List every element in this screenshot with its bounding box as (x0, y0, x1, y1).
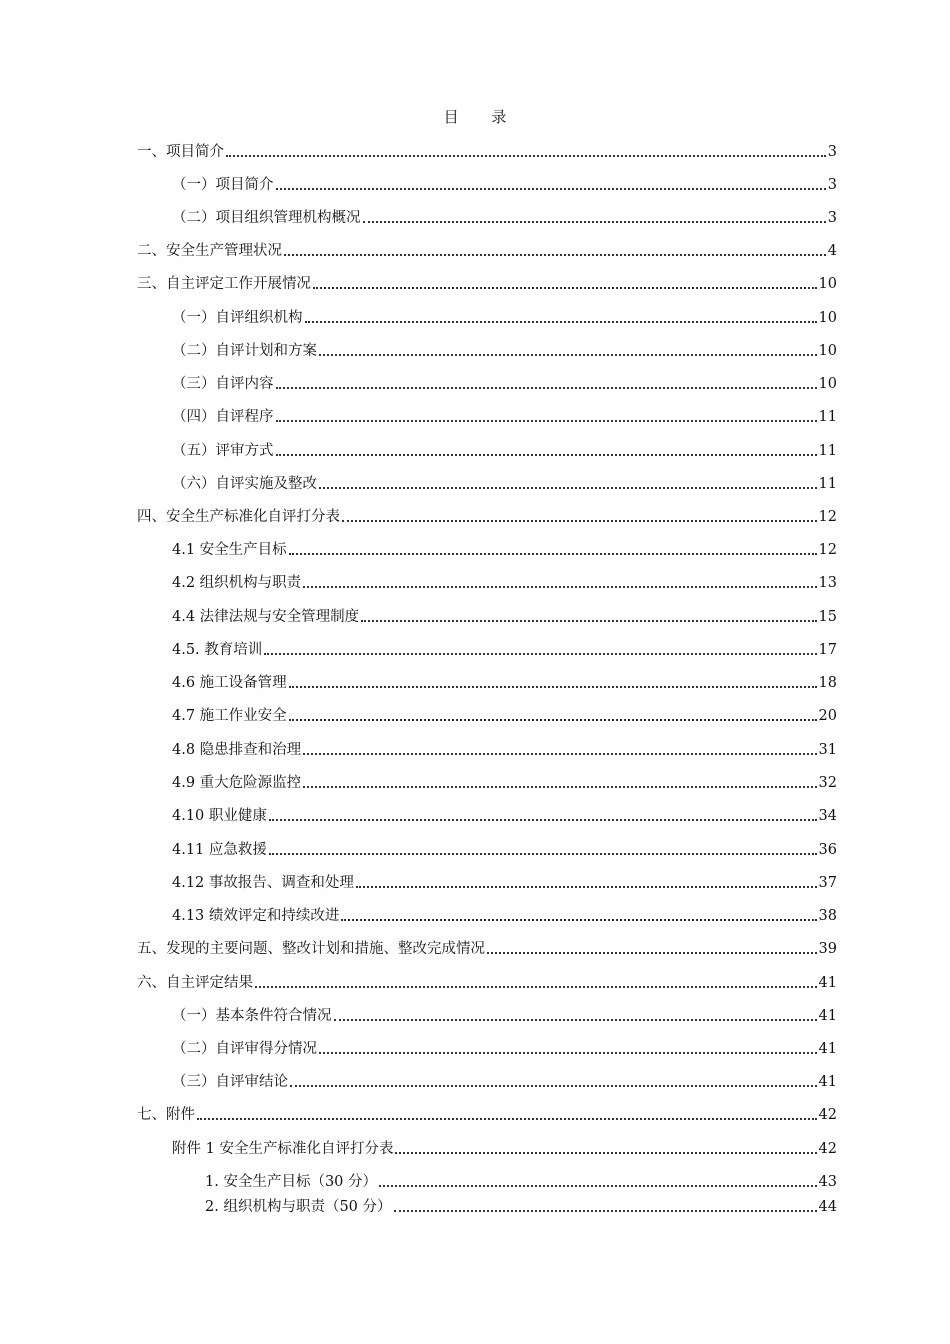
toc-entry-label: 4.5. 教育培训 (172, 642, 263, 658)
dot-leader (197, 1118, 817, 1120)
toc-entry-label: （四）自评程序 (172, 409, 274, 425)
toc-entry[interactable] (172, 473, 837, 495)
toc-entry-label: 一、项目简介 (137, 144, 224, 160)
dot-leader (334, 1019, 817, 1021)
dot-leader (226, 155, 826, 157)
toc-entry[interactable] (172, 705, 837, 727)
toc-entry[interactable] (172, 340, 837, 362)
toc-entry[interactable] (137, 273, 837, 295)
dot-leader (395, 1152, 816, 1154)
toc-entry-label: （二）自评计划和方案 (172, 343, 317, 359)
toc-entry-page: 10 (818, 276, 837, 292)
toc-entry-label: 2. 组织机构与职责（50 分） (205, 1199, 392, 1215)
dot-leader (319, 1052, 817, 1054)
dot-leader (303, 753, 816, 755)
toc-entry-page: 13 (818, 575, 837, 591)
toc-entry[interactable] (172, 672, 837, 694)
toc-entry-page: 11 (818, 476, 837, 492)
dot-leader (276, 188, 826, 190)
dot-leader (276, 454, 817, 456)
dot-leader (289, 553, 817, 555)
toc-entry-label: 1. 安全生产目标（30 分） (205, 1174, 378, 1190)
toc-entry-page: 42 (818, 1107, 837, 1123)
toc-entry[interactable] (172, 373, 837, 395)
toc-entry-label: 二、安全生产管理状况 (137, 243, 282, 259)
dot-leader (269, 819, 817, 821)
toc-entry[interactable] (137, 506, 837, 528)
toc-entry[interactable] (172, 1071, 837, 1093)
toc-entry-label: （二）自评审得分情况 (172, 1041, 317, 1057)
toc-entry-label: 4.12 事故报告、调查和处理 (172, 875, 354, 891)
toc-entry-label: 六、自主评定结果 (137, 975, 253, 991)
dot-leader (264, 653, 816, 655)
toc-entry-label: （一）项目简介 (172, 177, 274, 193)
toc-entry-label: 4.11 应急救援 (172, 842, 267, 858)
toc-entry-label: （二）项目组织管理机构概况 (172, 210, 361, 226)
toc-entry-page: 41 (818, 1074, 837, 1090)
dot-leader (276, 420, 817, 422)
toc-entry-page: 15 (818, 609, 837, 625)
dot-leader (289, 686, 817, 688)
toc-entry[interactable] (137, 972, 837, 994)
toc-entry[interactable] (172, 639, 837, 661)
dot-leader (319, 487, 817, 489)
toc-entry-page: 11 (818, 409, 837, 425)
toc-entry-page: 38 (818, 908, 837, 924)
toc-entry[interactable] (172, 839, 837, 861)
toc-entry-page: 10 (818, 310, 837, 326)
dot-leader (289, 719, 817, 721)
toc-entry[interactable] (172, 739, 837, 761)
dot-leader (394, 1210, 817, 1212)
toc-entry[interactable] (137, 938, 837, 960)
dot-leader (379, 1185, 817, 1187)
toc-entry[interactable] (205, 1196, 837, 1218)
toc-entry-page: 39 (818, 941, 837, 957)
toc-entry-label: （六）自评实施及整改 (172, 476, 317, 492)
toc-entry-label: 4.7 施工作业安全 (172, 708, 287, 724)
toc-entry-page: 10 (818, 376, 837, 392)
dot-leader (356, 886, 817, 888)
toc-entry-label: 三、自主评定工作开展情况 (137, 276, 311, 292)
toc-entry-label: （一）基本条件符合情况 (172, 1008, 332, 1024)
dot-leader (342, 520, 817, 522)
toc-entry[interactable] (172, 307, 837, 329)
dot-leader (363, 221, 826, 223)
toc-entry[interactable] (172, 406, 837, 428)
toc-entry[interactable] (172, 1138, 837, 1160)
toc-entry-page: 11 (818, 443, 837, 459)
dot-leader (319, 354, 817, 356)
dot-leader (303, 786, 816, 788)
toc-entry-page: 41 (818, 1008, 837, 1024)
dot-leader (290, 1085, 817, 1087)
toc-entry[interactable] (172, 805, 837, 827)
toc-entry-page: 41 (818, 975, 837, 991)
toc-entry[interactable] (172, 905, 837, 927)
toc-entry[interactable] (137, 1104, 837, 1126)
dot-leader (303, 586, 816, 588)
toc-entry[interactable] (172, 1038, 837, 1060)
toc-entry-page: 41 (818, 1041, 837, 1057)
toc-entry[interactable] (172, 207, 837, 229)
toc-entry[interactable] (172, 1005, 837, 1027)
toc-entry-page: 12 (818, 542, 837, 558)
dot-leader (255, 986, 817, 988)
toc-entry[interactable] (172, 772, 837, 794)
dot-leader (284, 254, 826, 256)
dot-leader (341, 919, 816, 921)
dot-leader (361, 620, 816, 622)
dot-leader (305, 321, 817, 323)
toc-entry-page: 3 (827, 177, 837, 193)
toc-entry-label: 4.10 职业健康 (172, 808, 267, 824)
toc-entry-page: 17 (818, 642, 837, 658)
toc-entry-page: 3 (827, 144, 837, 160)
toc-entry[interactable] (205, 1171, 837, 1193)
toc-entry-page: 12 (818, 509, 837, 525)
toc-entry[interactable] (172, 872, 837, 894)
toc-entry-page: 44 (818, 1199, 837, 1215)
toc-entry[interactable] (172, 539, 837, 561)
toc-entry-page: 20 (818, 708, 837, 724)
toc-entry[interactable] (137, 240, 837, 262)
toc-entry[interactable] (172, 572, 837, 594)
toc-entry-label: （五）评审方式 (172, 443, 274, 459)
toc-entry-label: （三）自评内容 (172, 376, 274, 392)
toc-entry-label: （一）自评组织机构 (172, 310, 303, 326)
dot-leader (276, 387, 817, 389)
toc-title: 目 录 (443, 108, 521, 126)
toc-entry-label: 附件 1 安全生产标准化自评打分表 (172, 1141, 394, 1157)
dot-leader (487, 952, 817, 954)
toc-entry-page: 43 (818, 1174, 837, 1190)
toc-entry-page: 37 (818, 875, 837, 891)
toc-entry-page: 32 (818, 775, 837, 791)
toc-entry-label: 4.1 安全生产目标 (172, 542, 287, 558)
toc-entry[interactable] (172, 606, 837, 628)
toc-entry-label: 五、发现的主要问题、整改计划和措施、整改完成情况 (137, 941, 485, 957)
toc-entry-page: 34 (818, 808, 837, 824)
toc-entry-page: 31 (818, 742, 837, 758)
toc-entry-label: 七、附件 (137, 1107, 195, 1123)
toc-entry-label: （三）自评审结论 (172, 1074, 288, 1090)
dot-leader (313, 287, 817, 289)
toc-entry-page: 10 (818, 343, 837, 359)
toc-entry-label: 4.9 重大危险源监控 (172, 775, 302, 791)
toc-entry-label: 4.2 组织机构与职责 (172, 575, 302, 591)
toc-entry-label: 四、安全生产标准化自评打分表 (137, 509, 340, 525)
toc-entry[interactable] (137, 141, 837, 163)
toc-entry-label: 4.6 施工设备管理 (172, 675, 287, 691)
toc-entry-label: 4.4 法律法规与安全管理制度 (172, 609, 360, 625)
toc-entry-page: 36 (818, 842, 837, 858)
toc-entry-label: 4.8 隐患排查和治理 (172, 742, 302, 758)
toc-entry[interactable] (172, 174, 837, 196)
dot-leader (269, 853, 817, 855)
toc-entry-label: 4.13 绩效评定和持续改进 (172, 908, 340, 924)
toc-entry-page: 18 (818, 675, 837, 691)
toc-entry-page: 42 (818, 1141, 837, 1157)
toc-entry[interactable] (172, 440, 837, 462)
toc-entry-page: 4 (827, 243, 837, 259)
toc-entry-page: 3 (827, 210, 837, 226)
